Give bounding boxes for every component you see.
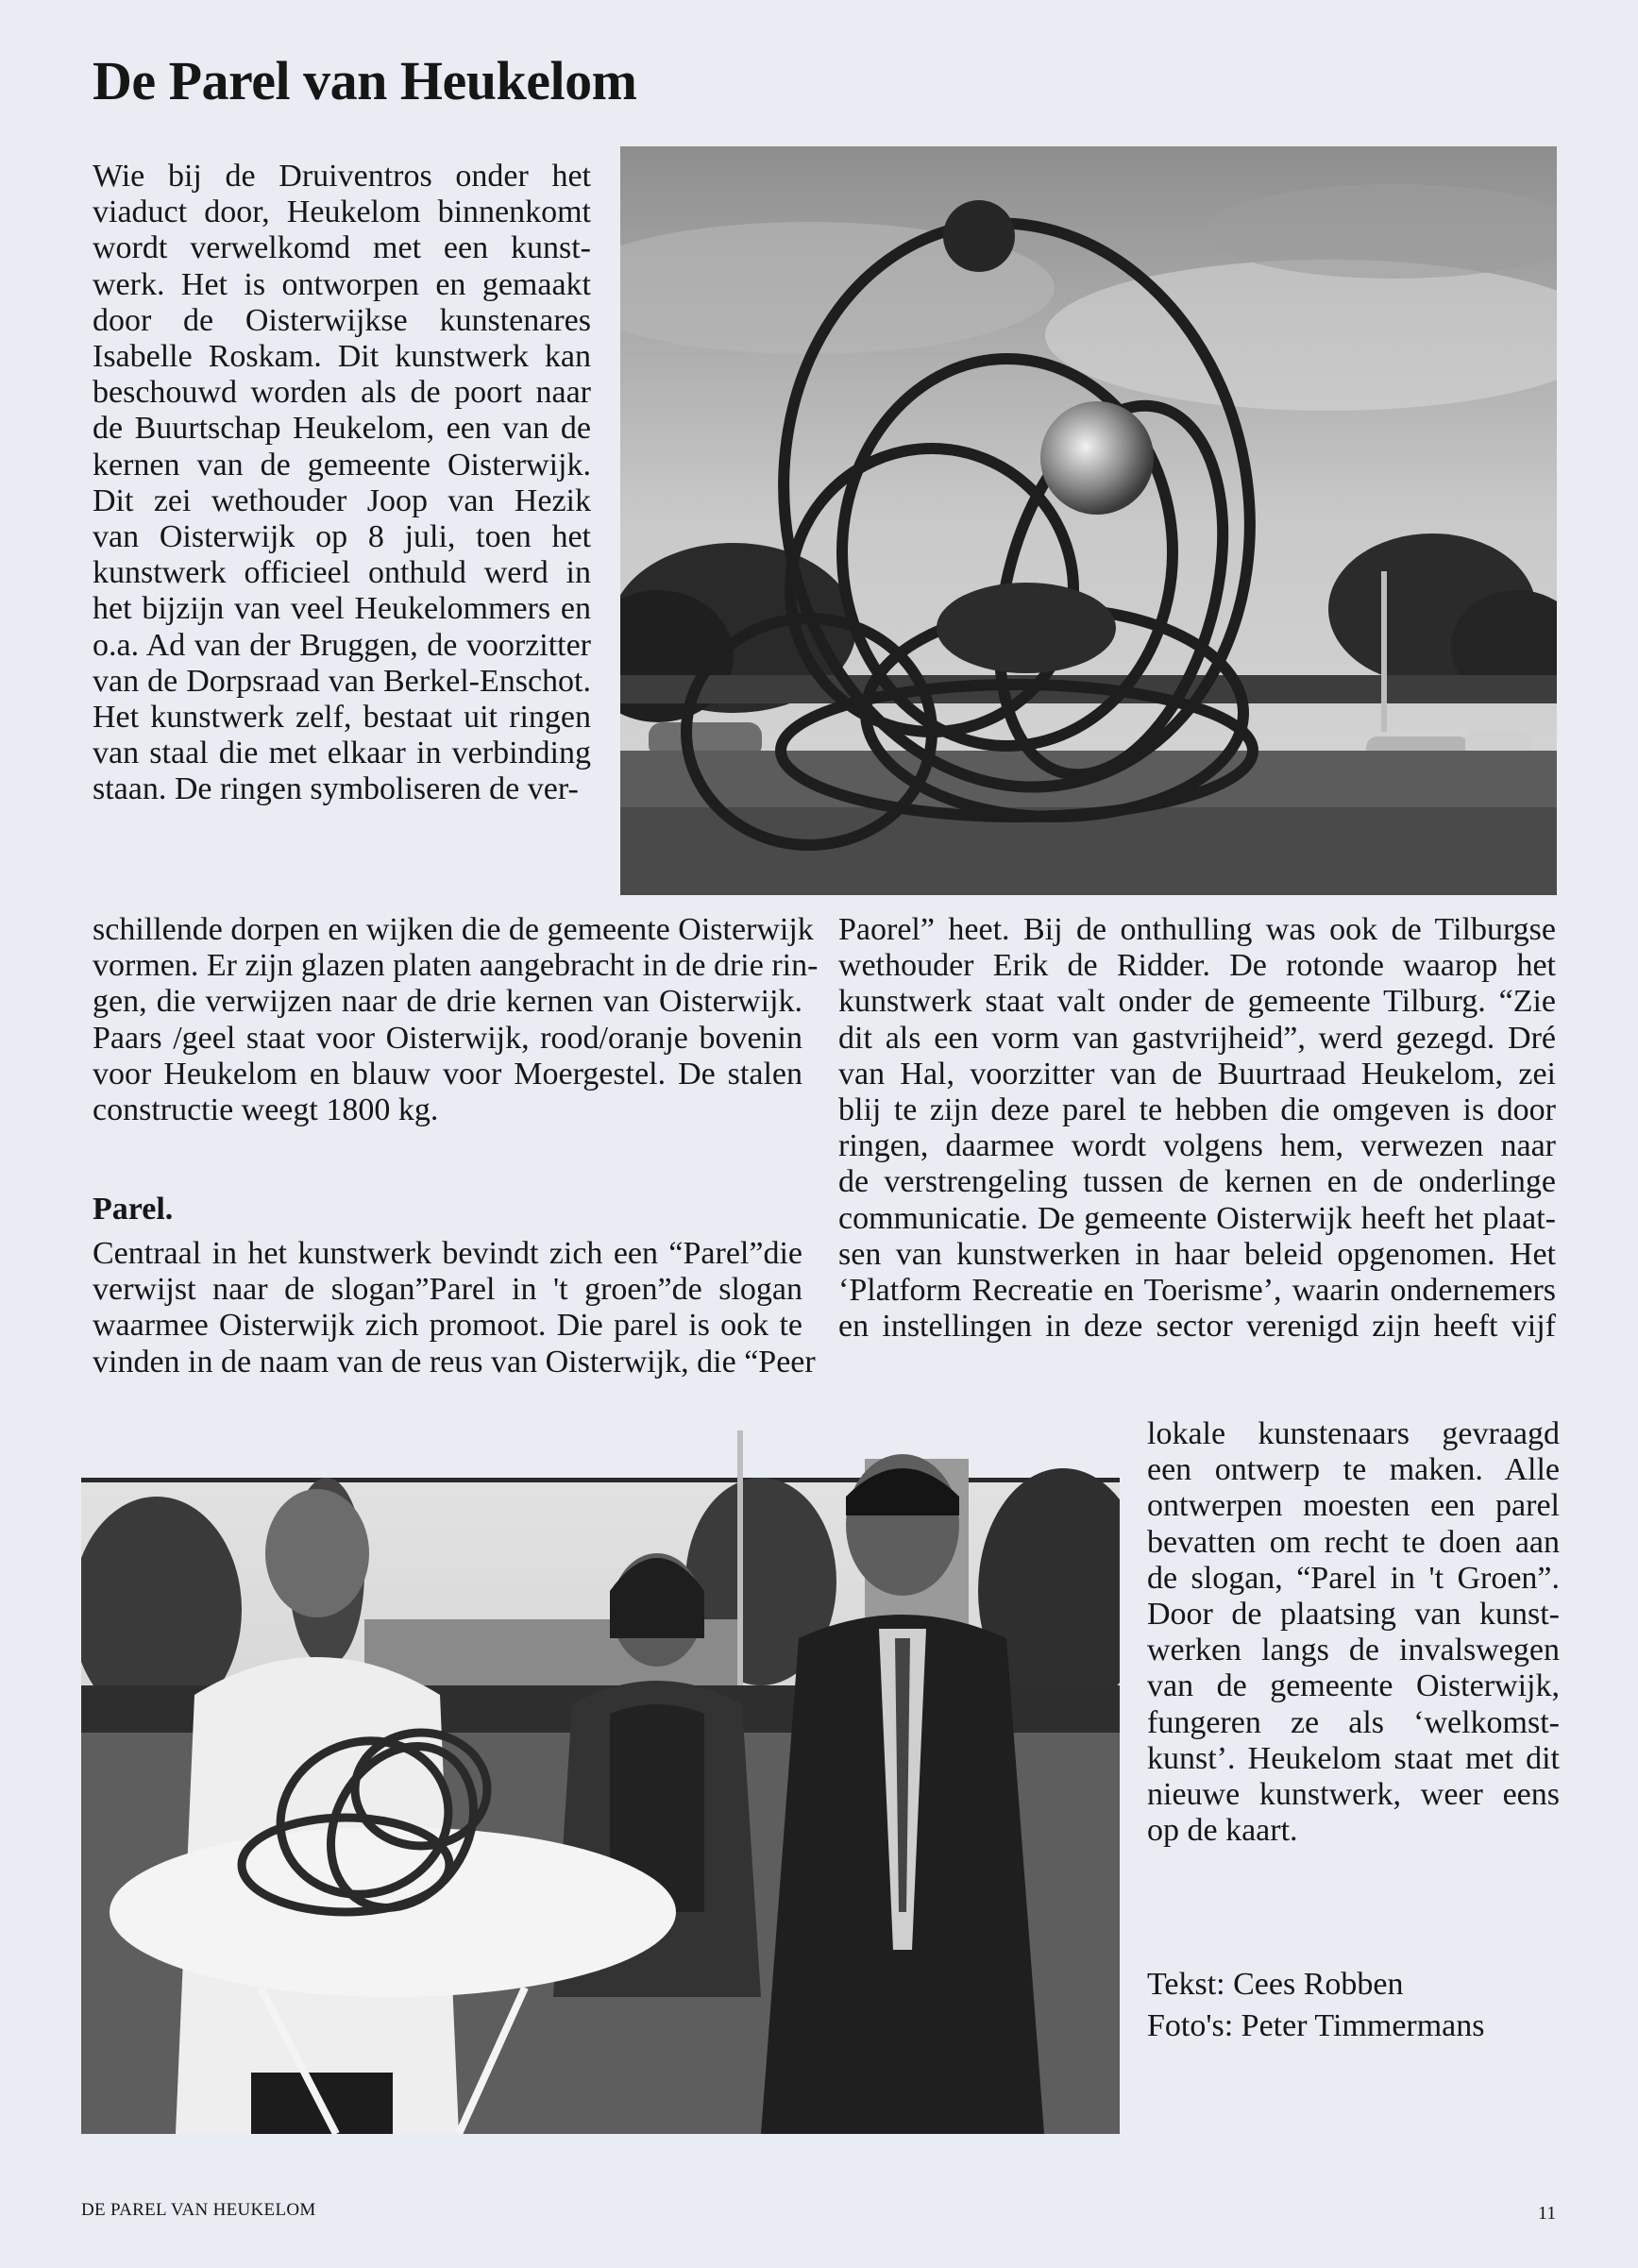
sculpture-photo [620, 146, 1557, 895]
intro-line: Dit zei wethouder Joop van Hezik [93, 482, 591, 518]
narrow-column-line: ontwerpen moesten een parel [1147, 1488, 1560, 1524]
intro-line: Wie bij de Druiventros onder het [93, 159, 591, 194]
unveiling-photo-art [81, 1421, 1120, 2134]
left-column-line: gen, die verwijzen naar de drie kernen van Oisterwijk. [93, 984, 802, 1020]
left-column-line: schillende dorpen en wijken die de gemeente Oisterwijk [93, 912, 814, 947]
intro-line: van Oisterwijk op 8 juli, toen het [93, 519, 591, 555]
narrow-column-line: een ontwerp te maken. Alle [1147, 1452, 1560, 1488]
article-title: De Parel van Heukelom [93, 50, 637, 111]
text-credit: Tekst: Cees Robben [1147, 1967, 1404, 2002]
intro-line: de Buurtschap Heukelom, een van de [93, 411, 591, 447]
narrow-column-line: nieuwe kunstwerk, weer eens [1147, 1777, 1560, 1813]
narrow-column-line: de slogan, “Parel in 't Groen”. [1147, 1560, 1560, 1596]
intro-line: Het kunstwerk zelf, bestaat uit ringen [93, 700, 591, 736]
footer-section-title: DE PAREL VAN HEUKELOM [81, 2200, 316, 2220]
unveiling-photo [81, 1421, 1120, 2134]
intro-line: viaduct door, Heukelom binnenkomt [93, 195, 591, 230]
right-column-line: communicatie. De gemeente Oisterwijk heeft het plaat- [838, 1200, 1556, 1236]
intro-line: kernen van de gemeente Oisterwijk. [93, 447, 591, 482]
right-column-line: van Hal, voorzitter van de Buurtraad Heukelom, zei [838, 1056, 1556, 1092]
right-column-line: Paorel” heet. Bij de onthulling was ook de Tilburgse [838, 912, 1556, 947]
parel-line: Centraal in het kunstwerk bevindt zich een “Parel”die [93, 1236, 802, 1271]
intro-line: het bijzijn van veel Heukelommers en [93, 591, 591, 627]
narrow-column-line: kunst’. Heukelom staat met dit [1147, 1740, 1560, 1776]
intro-line: beschouwd worden als de poort naar [93, 375, 591, 411]
right-column-line: en instellingen in deze sector verenigd zijn heeft vijf [838, 1309, 1556, 1345]
left-column-paragraph [93, 912, 819, 1128]
narrow-column-line: Door de plaatsing van kunst- [1147, 1597, 1560, 1633]
page-number: 11 [1538, 2203, 1557, 2224]
parel-line: verwijst naar de slogan”Parel in 't groen”de slogan [93, 1272, 802, 1308]
intro-line: o.a. Ad van der Bruggen, de voorzitter [93, 627, 591, 663]
right-column-line: de verstrengeling tussen de kernen en de onderlinge [838, 1164, 1556, 1200]
narrow-column-line: op de kaart. [1147, 1813, 1298, 1849]
narrow-column-paragraph [1147, 1416, 1560, 1849]
photo-credit: Foto's: Peter Timmermans [1147, 2008, 1485, 2043]
narrow-column-line: fungeren ze als ‘welkomst- [1147, 1704, 1560, 1740]
narrow-column-line: van de gemeente Oisterwijk, [1147, 1668, 1560, 1704]
intro-line: door de Oisterwijkse kunstenares [93, 302, 591, 338]
parel-paragraph [93, 1236, 816, 1380]
intro-line: wordt verwelkomd met een kunst- [93, 230, 591, 266]
parel-line: waarmee Oisterwijk zich promoot. Die parel is ook te [93, 1308, 802, 1344]
right-column-line: ringen, daarmee wordt volgens hem, verwezen naar [838, 1128, 1556, 1164]
intro-line: werk. Het is ontworpen en gemaakt [93, 266, 591, 302]
right-column-line: blij te zijn deze parel te hebben die omgeven is door [838, 1092, 1556, 1128]
sculpture-photo-art [620, 146, 1557, 895]
left-column-line: Paars /geel staat voor Oisterwijk, rood/oranje bovenin [93, 1020, 802, 1056]
right-column-line: dit als een vorm van gastvrijheid”, werd gezegd. Dré [838, 1020, 1556, 1056]
intro-line: staan. De ringen symboliseren de ver- [93, 771, 579, 807]
right-column-line: kunstwerk staat valt onder de gemeente Tilburg. “Zie [838, 984, 1556, 1020]
right-column-paragraph [838, 912, 1556, 1345]
left-column-line: constructie weegt 1800 kg. [93, 1092, 439, 1128]
narrow-column-line: werken langs de invalswegen [1147, 1633, 1560, 1668]
left-column-line: vormen. Er zijn glazen platen aangebracht in de drie rin- [93, 948, 819, 984]
intro-line: van staal die met elkaar in verbinding [93, 736, 591, 771]
intro-line: Isabelle Roskam. Dit kunstwerk kan [93, 339, 591, 375]
intro-line: van de Dorpsraad van Berkel-Enschot. [93, 663, 591, 699]
right-column-line: ‘Platform Recreatie en Toerisme’, waarin ondernemers [838, 1273, 1556, 1309]
intro-paragraph [93, 159, 591, 808]
intro-line: kunstwerk officieel onthuld werd in [93, 555, 591, 591]
narrow-column-line: lokale kunstenaars gevraagd [1147, 1416, 1560, 1451]
parel-line: vinden in de naam van de reus van Oisterwijk, die “Peer [93, 1344, 816, 1379]
right-column-line: sen van kunstwerken in haar beleid opgenomen. Het [838, 1236, 1556, 1272]
narrow-column-line: bevatten om recht te doen aan [1147, 1524, 1560, 1560]
right-column-line: wethouder Erik de Ridder. De rotonde waarop het [838, 948, 1556, 984]
left-column-line: voor Heukelom en blauw voor Moergestel. De stalen [93, 1056, 802, 1092]
subheading-parel: Parel. [93, 1192, 174, 1227]
